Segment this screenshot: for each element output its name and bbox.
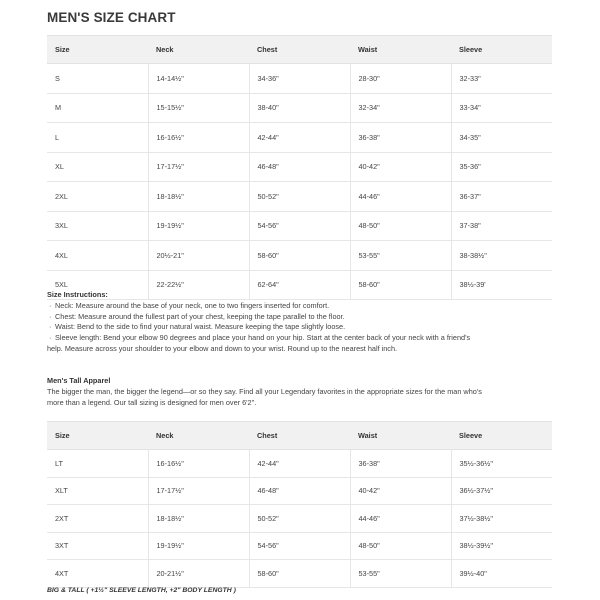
cell-chest: 42-44" <box>249 450 350 478</box>
table-row <box>47 241 552 271</box>
cell-chest: 34-36" <box>249 64 350 94</box>
table-row <box>47 450 552 478</box>
cell-neck: 15-15½" <box>148 93 249 123</box>
tall-heading: Men's Tall Apparel <box>47 376 111 385</box>
cell-sleeve: 34-35" <box>451 123 552 153</box>
cell-sleeve: 36-37" <box>451 182 552 212</box>
cell-chest: 38-40" <box>249 93 350 123</box>
table-row <box>47 532 552 560</box>
cell-chest: 42-44" <box>249 123 350 153</box>
cell-size: 3XL <box>47 211 148 241</box>
column-header-size: Size <box>47 422 148 450</box>
cell-waist: 40-42" <box>350 477 451 505</box>
cell-waist: 28-30" <box>350 64 451 94</box>
table-row <box>47 93 552 123</box>
instruction-sleeve: · Sleeve length: Bend your elbow 90 degrees and place your hand on your hip. Start at the center back of your neck with a friend's <box>49 333 471 343</box>
cell-chest: 62-64" <box>249 270 350 300</box>
cell-chest: 50-52" <box>249 182 350 212</box>
cell-sleeve: 37-38" <box>451 211 552 241</box>
cell-size: 3XT <box>47 532 148 560</box>
table-row <box>47 182 552 212</box>
big-and-tall-note: BIG & TALL ( +1½" SLEEVE LENGTH, +2" BODY LENGTH ) <box>47 587 236 594</box>
cell-size: 2XT <box>47 505 148 533</box>
table-header-row <box>47 422 552 450</box>
cell-size: XLT <box>47 477 148 505</box>
cell-size: LT <box>47 450 148 478</box>
column-header-size: Size <box>47 36 148 64</box>
cell-neck: 16-16½" <box>148 450 249 478</box>
instruction-sleeve-continued: help. Measure across your shoulder to your elbow and down to your wrist. Round up to the nearest half inch. <box>47 343 398 353</box>
cell-sleeve: 33-34" <box>451 93 552 123</box>
cell-waist: 32-34" <box>350 93 451 123</box>
column-header-sleeve: Sleeve <box>451 422 552 450</box>
cell-chest: 46-48" <box>249 477 350 505</box>
cell-waist: 48-50" <box>350 211 451 241</box>
cell-sleeve: 38½-39½" <box>451 532 552 560</box>
tall-size-chart-table <box>47 421 552 588</box>
cell-waist: 36-38" <box>350 123 451 153</box>
cell-neck: 19-19½" <box>148 532 249 560</box>
cell-neck: 18-18½" <box>148 505 249 533</box>
cell-chest: 58-60" <box>249 241 350 271</box>
instruction-text: Sleeve length: Bend your elbow 90 degrees and place your hand on your hip. Start at the center back of your neck with a friend's <box>55 333 471 343</box>
cell-size: M <box>47 93 148 123</box>
cell-waist: 44-46" <box>350 182 451 212</box>
column-header-chest: Chest <box>249 36 350 64</box>
column-header-neck: Neck <box>148 422 249 450</box>
cell-size: 4XL <box>47 241 148 271</box>
instruction-neck: · Neck: Measure around the base of your neck, one to two fingers inserted for comfort. <box>49 300 330 310</box>
table-row <box>47 123 552 153</box>
cell-neck: 14-14½" <box>148 64 249 94</box>
size-chart-table <box>47 35 552 300</box>
cell-chest: 50-52" <box>249 505 350 533</box>
cell-size: 2XL <box>47 182 148 212</box>
cell-waist: 53-55" <box>350 560 451 588</box>
cell-sleeve: 38-38½" <box>451 241 552 271</box>
column-header-waist: Waist <box>350 422 451 450</box>
cell-sleeve: 37½-38½" <box>451 505 552 533</box>
cell-size: L <box>47 123 148 153</box>
column-header-neck: Neck <box>148 36 249 64</box>
size-instructions <box>47 290 557 355</box>
cell-sleeve: 35½-36½" <box>451 450 552 478</box>
table-row <box>47 64 552 94</box>
instruction-text: Waist: Bend to the side to find your natural waist. Measure keeping the tape slightly loose. <box>55 322 346 332</box>
column-header-sleeve: Sleeve <box>451 36 552 64</box>
column-header-chest: Chest <box>249 422 350 450</box>
cell-neck: 20½-21" <box>148 241 249 271</box>
instruction-text: Chest: Measure around the fullest part of your chest, keeping the tape parallel to the floor. <box>55 311 345 321</box>
cell-chest: 46-48" <box>249 152 350 182</box>
table-row <box>47 505 552 533</box>
column-header-waist: Waist <box>350 36 451 64</box>
cell-sleeve: 38½-39' <box>451 270 552 300</box>
cell-neck: 17-17½" <box>148 152 249 182</box>
page-title: MEN'S SIZE CHART <box>47 10 176 25</box>
tall-apparel-section <box>47 375 557 408</box>
table-header-row <box>47 36 552 64</box>
instructions-heading: Size Instructions: <box>47 290 108 299</box>
cell-chest: 54-56" <box>249 211 350 241</box>
table-row <box>47 211 552 241</box>
cell-chest: 54-56" <box>249 532 350 560</box>
cell-waist: 40-42" <box>350 152 451 182</box>
cell-neck: 22-22½" <box>148 270 249 300</box>
cell-waist: 58-60" <box>350 270 451 300</box>
cell-neck: 17-17½" <box>148 477 249 505</box>
instruction-chest: · Chest: Measure around the fullest part of your chest, keeping the tape parallel to the floor. <box>49 311 345 321</box>
cell-waist: 44-46" <box>350 505 451 533</box>
cell-neck: 20-21½" <box>148 560 249 588</box>
table-row <box>47 560 552 588</box>
instruction-waist: · Waist: Bend to the side to find your natural waist. Measure keeping the tape slightly loose. <box>49 322 346 332</box>
cell-neck: 18-18½" <box>148 182 249 212</box>
instruction-text: Neck: Measure around the base of your neck, one to two fingers inserted for comfort. <box>55 300 330 310</box>
cell-chest: 58-60" <box>249 560 350 588</box>
tall-description-line-2: more than a legend. Our tall sizing is designed for men over 6'2". <box>47 398 257 407</box>
cell-neck: 16-16½" <box>148 123 249 153</box>
cell-waist: 36-38" <box>350 450 451 478</box>
cell-sleeve: 39½-40" <box>451 560 552 588</box>
table-row <box>47 477 552 505</box>
tall-description-line-1: The bigger the man, the bigger the legend—or so they say. Find all your Legendary favorites in the appropriate sizes for the man who's <box>47 387 482 396</box>
cell-size: XL <box>47 152 148 182</box>
cell-neck: 19-19½" <box>148 211 249 241</box>
cell-sleeve: 32-33" <box>451 64 552 94</box>
cell-size: 5XL <box>47 270 148 300</box>
cell-sleeve: 36½-37½" <box>451 477 552 505</box>
cell-size: 4XT <box>47 560 148 588</box>
cell-sleeve: 35-36" <box>451 152 552 182</box>
cell-size: S <box>47 64 148 94</box>
cell-waist: 48-50" <box>350 532 451 560</box>
cell-waist: 53-55" <box>350 241 451 271</box>
table-row <box>47 152 552 182</box>
